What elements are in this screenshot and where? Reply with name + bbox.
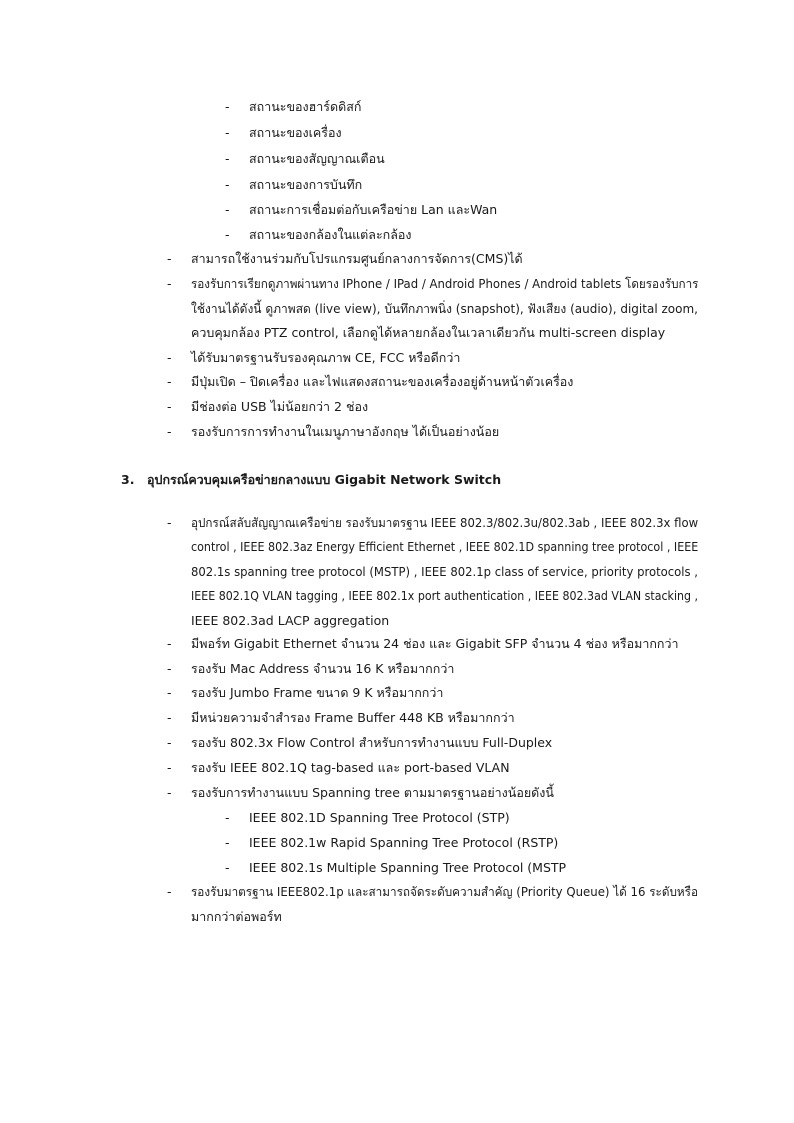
bullet-dash: - — [225, 151, 230, 166]
requirement-vlan: รองรับ IEEE 802.1Q tag-based และ port-based VLAN — [191, 760, 510, 775]
standards-line: IEEE 802.1Q VLAN tagging , IEEE 802.1x port authentication , IEEE 802.3ad VLAN stacking , — [191, 588, 699, 603]
requirement-stp: รองรับการทำงานแบบ Spanning tree ตามมาตรฐานอย่างน้อยดังนี้ — [191, 785, 554, 800]
standards-line: IEEE 802.3ad LACP aggregation — [191, 613, 390, 628]
requirement-priority-line: รองรับมาตรฐาน IEEE802.1p และสามารถจัดระดับความสำคัญ (Priority Queue) ได้ 16 ระดับหรือ — [191, 884, 698, 899]
bullet-dash: - — [167, 685, 172, 700]
standards-line: อุปกรณ์สลับสัญญาณเครือข่าย รองรับมาตรฐาน IEEE 802.3/802.3u/802.3ab , IEEE 802.3x flow — [191, 515, 699, 530]
bullet-dash: - — [167, 350, 172, 365]
requirement-buffer: มีหน่วยความจำสำรอง Frame Buffer 448 KB หรือมากกว่า — [191, 710, 515, 725]
bullet-dash: - — [167, 515, 172, 530]
requirement-mobile-line: ควบคุมกล้อง PTZ control, เลือกดูได้หลายกล้องในเวลาเดียวกัน multi-screen display — [191, 325, 666, 340]
section-title: อุปกรณ์ควบคุมเครือข่ายกลางแบบ Gigabit Network Switch — [147, 472, 502, 487]
requirement-english-menu: รองรับการการทำงานในเมนูภาษาอังกฤษ ได้เป็นอย่างน้อย — [191, 424, 500, 439]
status-item: สถานะของการบันทึก — [249, 177, 363, 192]
bullet-dash: - — [167, 424, 172, 439]
bullet-dash: - — [167, 735, 172, 750]
requirement-mobile-line: รองรับการเรียกดูภาพผ่านทาง IPhone / IPad / Android Phones / Android tablets โดยรองรับการ — [191, 276, 699, 291]
bullet-dash: - — [167, 760, 172, 775]
standards-line: control , IEEE 802.3az Energy Efficient Ethernet , IEEE 802.1D spanning tree protocol , IEEE — [191, 539, 699, 554]
status-item: สถานะของสัญญาณเตือน — [249, 151, 385, 166]
requirement-usb: มีช่องต่อ USB ไม่น้อยกว่า 2 ช่อง — [191, 399, 369, 414]
bullet-dash: - — [225, 177, 230, 192]
bullet-dash: - — [167, 251, 172, 266]
requirement-power-button: มีปุ่มเปิด – ปิดเครื่อง และไฟแสดงสถานะของเครื่องอยู่ด้านหน้าตัวเครื่อง — [191, 374, 574, 389]
status-item: สถานะของฮาร์ดดิสก์ — [249, 99, 362, 114]
bullet-dash: - — [167, 884, 172, 899]
status-item: สถานะของเครื่อง — [249, 125, 342, 140]
standards-line: 802.1s spanning tree protocol (MSTP) , IEEE 802.1p class of service, priority protocols , — [191, 564, 698, 579]
bullet-dash: - — [225, 125, 230, 140]
stp-item: IEEE 802.1s Multiple Spanning Tree Protocol (MSTP — [249, 860, 567, 875]
bullet-dash: - — [167, 276, 172, 291]
bullet-dash: - — [225, 810, 230, 825]
requirement-jumbo: รองรับ Jumbo Frame ขนาด 9 K หรือมากกว่า — [191, 685, 444, 700]
requirement-mobile-line: ใช้งานได้ดังนี้ ดูภาพสด (live view), บันทึกภาพนิ่ง (snapshot), ฟังเสียง (audio), digital zoom, — [191, 301, 698, 316]
bullet-dash: - — [167, 710, 172, 725]
bullet-dash: - — [225, 860, 230, 875]
bullet-dash: - — [167, 399, 172, 414]
requirement-mac: รองรับ Mac Address จำนวน 16 K หรือมากกว่า — [191, 661, 455, 676]
bullet-dash: - — [167, 661, 172, 676]
bullet-dash: - — [167, 785, 172, 800]
status-item: สถานะของกล้องในแต่ละกล้อง — [249, 227, 412, 242]
bullet-dash: - — [225, 99, 230, 114]
stp-item: IEEE 802.1w Rapid Spanning Tree Protocol (RSTP) — [249, 835, 559, 850]
requirement-certification: ได้รับมาตรฐานรับรองคุณภาพ CE, FCC หรือดีกว่า — [191, 350, 461, 365]
bullet-dash: - — [167, 636, 172, 651]
section-number: 3. — [121, 472, 135, 487]
requirement-cms: สามารถใช้งานร่วมกับโปรแกรมศูนย์กลางการจัดการ(CMS)ได้ — [191, 251, 523, 266]
stp-item: IEEE 802.1D Spanning Tree Protocol (STP) — [249, 810, 510, 825]
status-item: สถานะการเชื่อมต่อกับเครือข่าย Lan และWan — [249, 202, 498, 217]
bullet-dash: - — [225, 835, 230, 850]
bullet-dash: - — [225, 227, 230, 242]
requirement-ports: มีพอร์ท Gigabit Ethernet จำนวน 24 ช่อง และ Gigabit SFP จำนวน 4 ช่อง หรือมากกว่า — [191, 636, 679, 651]
requirement-flow-control: รองรับ 802.3x Flow Control สำหรับการทำงานแบบ Full-Duplex — [191, 735, 553, 750]
requirement-priority-line: มากกว่าต่อพอร์ท — [191, 909, 282, 924]
bullet-dash: - — [167, 374, 172, 389]
bullet-dash: - — [225, 202, 230, 217]
